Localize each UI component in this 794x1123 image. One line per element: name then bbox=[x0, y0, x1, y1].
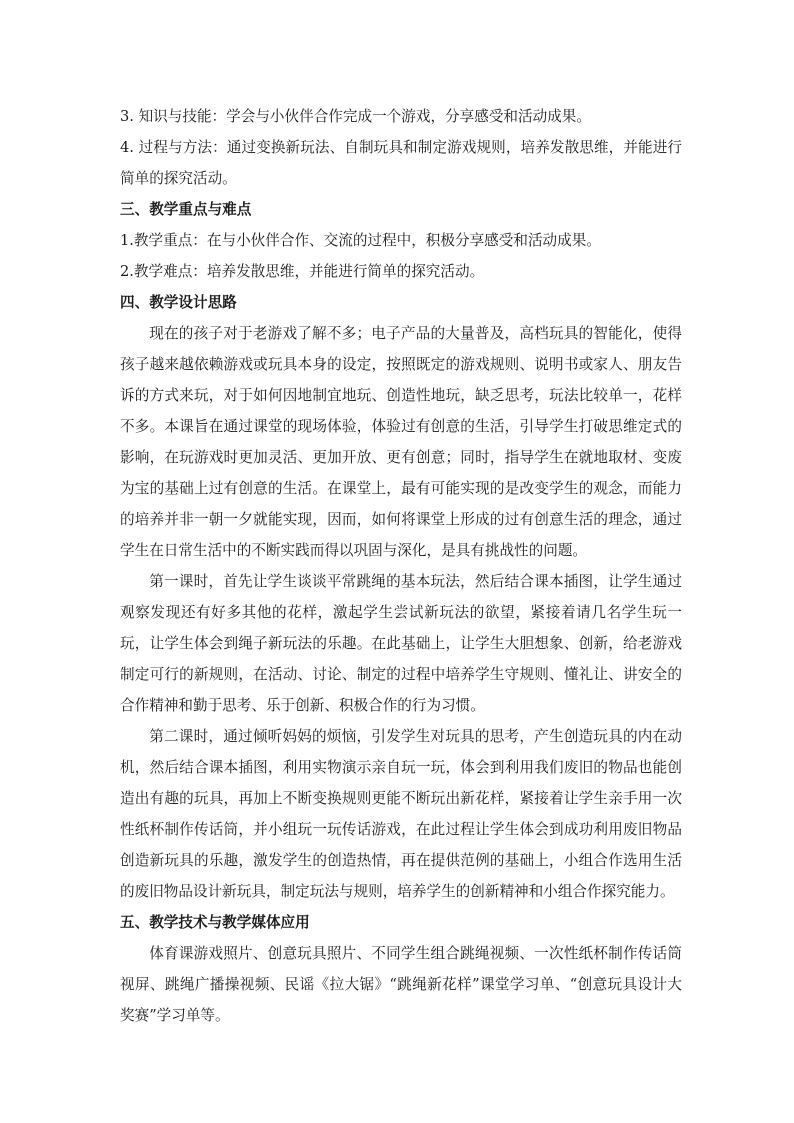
key-point-item-2: 2.教学难点：培养发散思维，并能进行简单的探究活动。 bbox=[120, 263, 485, 280]
section-heading-key-points: 三、教学重点与难点 bbox=[120, 201, 252, 218]
media-paragraph-1: 体育课游戏照片、创意玩具照片、不同学生组合跳绳视频、一次性纸杯制作传话筒视屏、跳绳广播操视频、民谣《拉大锯》“跳绳新花样”课堂学习单、“创意玩具设计大奖赛”学习单等。 bbox=[120, 945, 682, 1024]
design-paragraph-3: 第二课时，通过倾听妈妈的烦恼，引发学生对玩具的思考，产生创造玩具的内在动机，然后结合课本插图，利用实物演示亲自玩一玩，体会到利用我们废旧的物品也能创造出有趣的玩具，再加上不断变换规则更能不断玩出新花样，紧接着让学生亲手用一次性纸杯制作传话筒，并小组玩一玩传话游戏，在此过程让学生体会到成功利用废旧物品创造新玩具的乐趣，激发学生的创造热情，再在提供范例的基础上，小组合作选用生活的废旧物品设计新玩具，制定玩法与规则，培养学生的创新精神和小组合作探究能力。 bbox=[120, 728, 682, 900]
goal-item-3: 3. 知识与技能：学会与小伙伴合作完成一个游戏，分享感受和活动成果。 bbox=[120, 108, 591, 125]
design-paragraph-2: 第一课时，首先让学生谈谈平常跳绳的基本玩法，然后结合课本插图，让学生通过观察发现还有好多其他的花样，激起学生尝试新玩法的欲望，紧接着请几名学生玩一玩，让学生体会到绳子新玩法的乐趣。在此基础上，让学生大胆想象、创新，给老游戏制定可行的新规则，在活动、讨论、制定的过程中培养学生守规则、懂礼让、讲安全的合作精神和勤于思考、乐于创新、积极合作的行为习惯。 bbox=[120, 573, 682, 714]
section-heading-design: 四、教学设计思路 bbox=[120, 294, 237, 311]
document-page bbox=[120, 101, 682, 1031]
key-point-item-1: 1.教学重点：在与小伙伴合作、交流的过程中，积极分享感受和活动成果。 bbox=[120, 232, 601, 249]
goal-item-4: 4. 过程与方法：通过变换新玩法、自制玩具和制定游戏规则，培养发散思维，并能进行简单的探究活动。 bbox=[120, 139, 682, 187]
design-paragraph-1: 现在的孩子对于老游戏了解不多；电子产品的大量普及，高档玩具的智能化，使得孩子越来越依赖游戏或玩具本身的设定，按照既定的游戏规则、说明书或家人、朋友告诉的方式来玩，对于如何因地制宜地玩、创造性地玩，缺乏思考，玩法比较单一，花样不多。本课旨在通过课堂的现场体验，体验过有创意的生活，引导学生打破思维定式的影响，在玩游戏时更加灵活、更加开放、更有创意；同时，指导学生在就地取材、变废为宝的基础上过有创意的生活。在课堂上，最有可能实现的是改变学生的观念，而能力的培养并非一朝一夕就能实现，因而，如何将课堂上形成的过有创意生活的理念，通过学生在日常生活中的不断实践而得以巩固与深化，是具有挑战性的问题。 bbox=[120, 325, 682, 559]
section-heading-media: 五、教学技术与教学媒体应用 bbox=[120, 914, 310, 931]
